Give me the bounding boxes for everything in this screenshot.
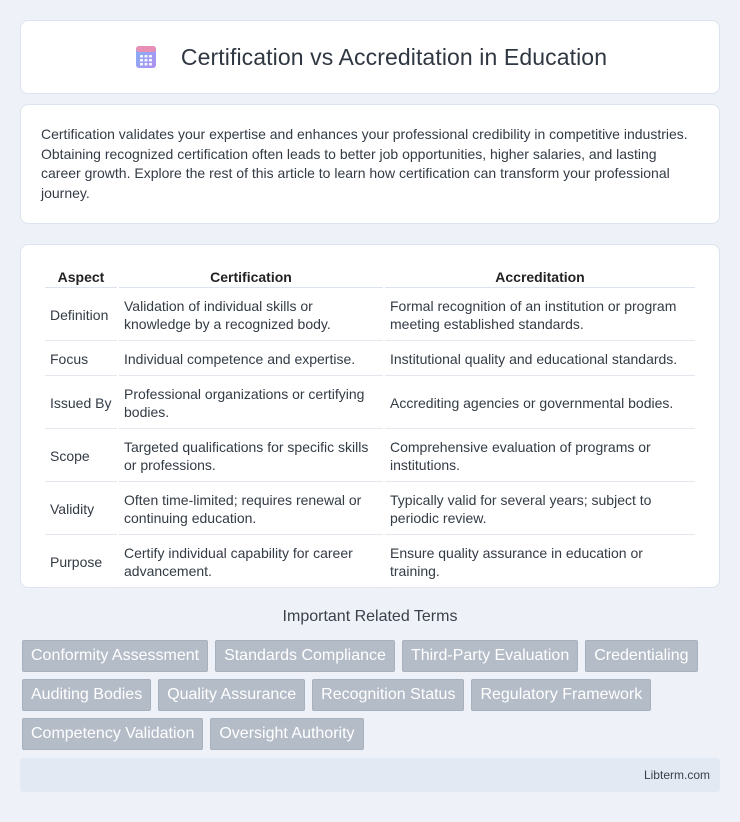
term-tag[interactable]: Standards Compliance [215, 640, 395, 672]
page-header [20, 20, 720, 94]
intro-paragraph: Certification validates your expertise and enhances your professional credibility in competitive industries. Obtaining recognized certification often leads to better job opportunities, higher salaries, and lasting career growth. Explore the rest of this article to learn how certification can transform your professional journey. [41, 126, 688, 201]
comparison-table [43, 263, 697, 590]
row-aspect: Validity [45, 484, 117, 535]
row-aspect: Scope [45, 431, 117, 482]
footer-site-link[interactable]: Libterm.com [643, 768, 710, 782]
row-accreditation: Comprehensive evaluation of programs or institutions. [385, 431, 695, 482]
row-accreditation: Institutional quality and educational standards. [385, 343, 695, 376]
row-aspect: Purpose [45, 537, 117, 588]
header-aspect: Aspect [45, 265, 117, 288]
table-header-row [45, 265, 695, 288]
row-accreditation: Ensure quality assurance in education or training. [385, 537, 695, 588]
comparison-table-card [20, 244, 720, 588]
intro-section [20, 104, 720, 224]
row-certification: Certify individual capability for career advancement. [119, 537, 383, 588]
header-certification: Certification [119, 265, 383, 288]
table-row [45, 378, 695, 429]
row-certification: Validation of individual skills or knowledge by a recognized body. [119, 290, 383, 341]
header-accreditation: Accreditation [385, 265, 695, 288]
table-row [45, 290, 695, 341]
term-tag[interactable]: Competency Validation [22, 718, 203, 750]
table-row [45, 537, 695, 588]
row-certification: Professional organizations or certifying bodies. [119, 378, 383, 429]
term-tag[interactable]: Regulatory Framework [471, 679, 651, 711]
term-tag[interactable]: Recognition Status [312, 679, 464, 711]
table-row [45, 431, 695, 482]
term-tag[interactable]: Oversight Authority [210, 718, 363, 750]
calculator-icon [133, 44, 159, 70]
term-tag[interactable]: Auditing Bodies [22, 679, 151, 711]
term-tag[interactable]: Quality Assurance [158, 679, 305, 711]
row-accreditation: Typically valid for several years; subject to periodic review. [385, 484, 695, 535]
table-row [45, 484, 695, 535]
table-row [45, 343, 695, 376]
row-accreditation: Accrediting agencies or governmental bodies. [385, 378, 695, 429]
term-tag[interactable]: Credentialing [585, 640, 697, 672]
related-terms-list [22, 640, 722, 757]
row-certification: Often time-limited; requires renewal or continuing education. [119, 484, 383, 535]
footer [20, 758, 720, 792]
row-aspect: Definition [45, 290, 117, 341]
row-aspect: Issued By [45, 378, 117, 429]
row-certification: Individual competence and expertise. [119, 343, 383, 376]
row-certification: Targeted qualifications for specific skills or professions. [119, 431, 383, 482]
row-aspect: Focus [45, 343, 117, 376]
page-title: Certification vs Accreditation in Education [180, 43, 608, 70]
row-accreditation: Formal recognition of an institution or program meeting established standards. [385, 290, 695, 341]
term-tag[interactable]: Conformity Assessment [22, 640, 208, 672]
related-terms-title: Important Related Terms [282, 608, 458, 625]
term-tag[interactable]: Third-Party Evaluation [402, 640, 578, 672]
